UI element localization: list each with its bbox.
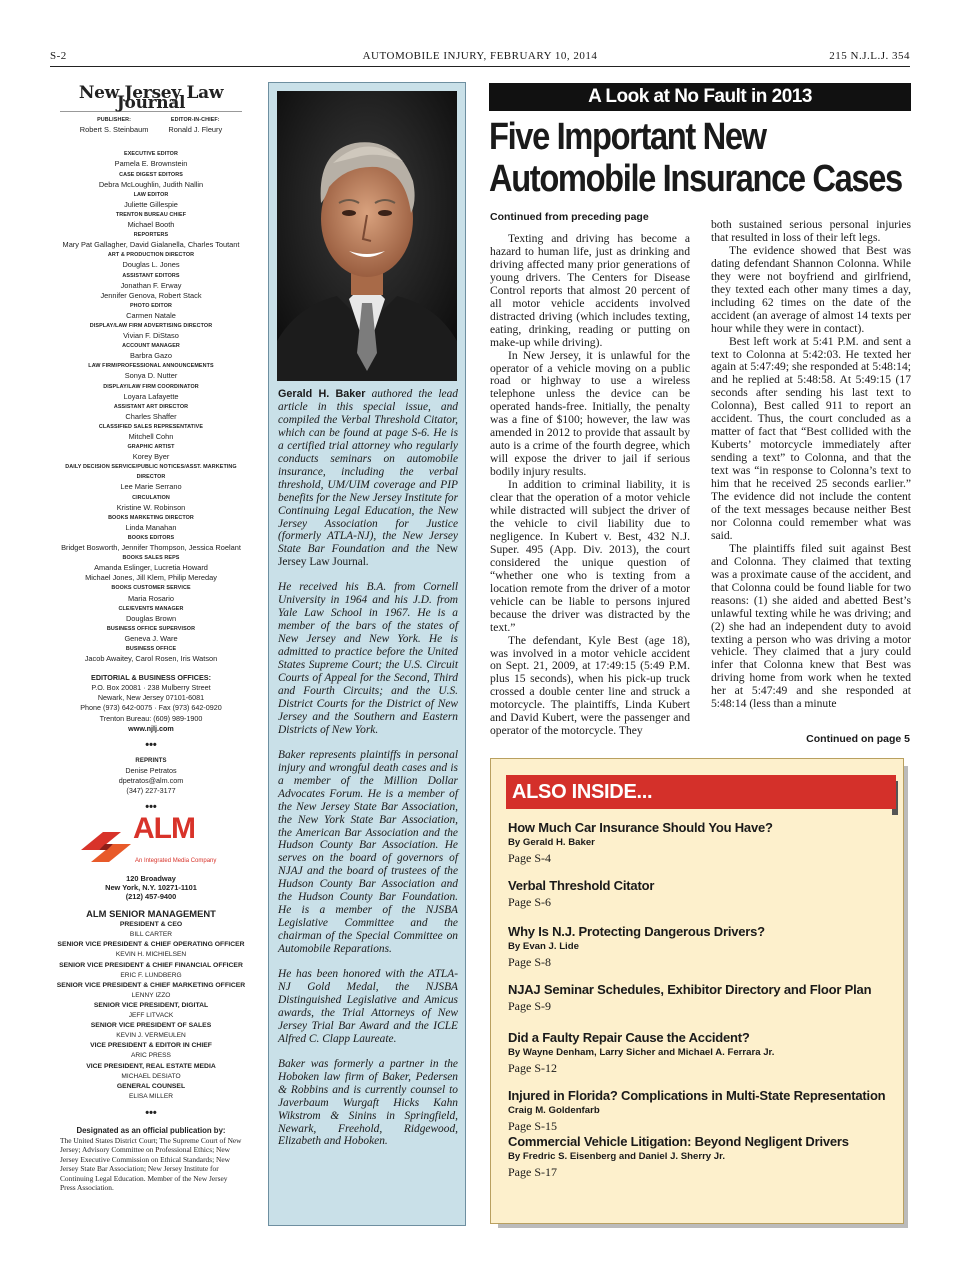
staff-role: DISPLAY/LAW FIRM COORDINATOR xyxy=(103,383,199,390)
staff-name: Michael Jones, Jill Klem, Philip Mereday xyxy=(85,573,217,583)
staff-role: CLE/EVENTS MANAGER xyxy=(118,605,184,612)
staff-role: LAW EDITOR xyxy=(133,191,169,198)
mgmt-name: ERIC F. LUNDBERG xyxy=(120,971,182,979)
separator-dots: ••• xyxy=(145,738,157,751)
separator-dots: ••• xyxy=(145,1106,157,1119)
staff-role: DAILY DECISION SERVICE/PUBLIC NOTICES/ASST. MARKETING DIRECTOR xyxy=(65,464,237,481)
also-inside-item-title[interactable]: Why Is N.J. Protecting Dangerous Drivers? xyxy=(508,924,765,939)
also-inside-item[interactable] xyxy=(508,1030,898,1076)
staff-name: Korey Byer xyxy=(132,452,170,462)
also-inside-item-title[interactable]: How Much Car Insurance Should You Have? xyxy=(508,820,773,835)
staff-name: Debra McLoughlin, Judith Nallin xyxy=(98,179,204,189)
page-number: S-2 xyxy=(50,50,67,62)
designation-text: The United States District Court; The Supreme Court of New Jersey; Advisory Committee on Professional Ethics; New Jersey Executive Commission on Ethical Standards; New Jersey State Bar Association; New Jersey Institute for Continuing Legal Education. Member of the New Jersey Press Association. xyxy=(60,1135,242,1193)
mgmt-role: VICE PRESIDENT & EDITOR IN CHIEF xyxy=(90,1042,212,1050)
staff-list xyxy=(56,149,246,664)
offices xyxy=(56,673,246,734)
bio-text-run: authored the lead article in this special issue, and compiled the Verbal Threshold Citator, which can be found at page S-6. He is a certified trial attorney who regularly conducts seminars on automobile insurance, including the verbal threshold, UM/UIM coverage and PIP benefits for the New Jersey Institute for Continuing Legal Education, the New Jersey Association for Justice (formerly ATLA-NJ), the New Jersey State Bar Foundation and the xyxy=(278,388,458,556)
also-inside-item[interactable] xyxy=(508,1134,898,1180)
alm-address-line: New York, N.Y. 10271-1101 xyxy=(105,883,197,893)
office-line: P.O. Box 20081 · 238 Mulberry Street xyxy=(91,683,211,693)
staff-role: ART & PRODUCTION DIRECTOR xyxy=(107,252,195,259)
staff-role: LAW FIRM/PROFESSIONAL ANNOUNCEMENTS xyxy=(88,363,214,370)
designation xyxy=(56,1126,246,1193)
reprints-email[interactable]: dpetratos@alm.com xyxy=(118,775,184,785)
staff-name: Sonya D. Nutter xyxy=(124,371,178,381)
also-inside-item-page: Page S-9 xyxy=(508,999,551,1013)
reprints-phone: (347) 227-3177 xyxy=(126,786,176,795)
also-inside-item-title[interactable]: NJAJ Seminar Schedules, Exhibitor Directory and Floor Plan xyxy=(508,982,872,997)
also-inside-item-page: Page S-15 xyxy=(508,1119,557,1133)
author-portrait-icon xyxy=(277,91,457,381)
mgmt-role: SENIOR VICE PRESIDENT, DIGITAL xyxy=(93,1001,209,1009)
bio-publication: New Jersey Law Journal xyxy=(278,543,458,569)
bio-paragraph: He received his B.A. from Cornell University in 1964 and his J.D. from Yale Law School in 1967. He is a member of the bars of the states of New Jersey and New York. He is admitted to practice before the United States Supreme Court; the U.S. Circuit Courts of Appeal for the Second, Third and Fourth Circuits; and the U.S. District Courts for the District of New Jersey and the Southern and Eastern Districts of New York. xyxy=(278,581,458,736)
article-paragraph: both sustained serious personal injuries that resulted in loss of their left legs. xyxy=(711,218,911,244)
page-header xyxy=(50,50,910,66)
separator-dots: ••• xyxy=(145,801,157,814)
office-line: Phone (973) 642-0075 · Fax (973) 642-0920 xyxy=(80,703,222,713)
article-paragraph: Texting and driving has become a hazard to human life, just as drinking and driving affected many prior generations of young drivers. The Centers for Disease Control reports that almost 20 percent of all motor vehicle accidents involved distracted driving (which includes texting, eating, drinking, reading or putting on make-up while driving). xyxy=(490,232,690,349)
also-inside-item[interactable] xyxy=(508,1088,898,1134)
staff-role: TRENTON BUREAU CHIEF xyxy=(115,211,187,218)
staff-name: Charles Shaffer xyxy=(125,411,177,421)
mgmt-role: SENIOR VICE PRESIDENT & CHIEF OPERATING OFFICER xyxy=(57,941,245,949)
staff-role: REPORTERS xyxy=(133,232,169,239)
also-inside-item-page: Page S-17 xyxy=(508,1165,557,1179)
staff-role: BUSINESS OFFICE xyxy=(125,645,177,652)
bio-paragraph: He has been honored with the ATLA-NJ Gold Medal, the NJSBA Distinguished Legislative and Amicus awards, the Trial Attorneys of New Jersey Trial Bar Award and the ICLE Alfred C. Clapp Laureate. xyxy=(278,968,458,1045)
staff-role: GRAPHIC ARTIST xyxy=(127,444,175,451)
also-inside-item-page: Page S-4 xyxy=(508,851,551,865)
mgmt-name: LENNY IZZO xyxy=(131,991,171,999)
also-inside-item-page: Page S-6 xyxy=(508,895,551,909)
staff-name: Bridget Bosworth, Jennifer Thompson, Jessica Roelant xyxy=(61,543,241,553)
staff-role: BOOKS EDITORS xyxy=(127,534,175,541)
also-inside-item-author: By Gerald H. Baker xyxy=(508,837,595,848)
also-inside-item[interactable] xyxy=(508,982,898,1014)
editor-label: EDITOR-IN-CHIEF: xyxy=(170,117,220,124)
staff-name: Jacob Awaitey, Carol Rosen, Iris Watson xyxy=(84,654,218,664)
also-inside-item-title[interactable]: Injured in Florida? Complications in Multi-State Representation xyxy=(508,1088,886,1103)
section-date: AUTOMOBILE INJURY, FEBRUARY 10, 2014 xyxy=(362,50,598,62)
article-column-2 xyxy=(711,219,911,711)
reprints-contact: Denise Petratos xyxy=(125,765,177,775)
staff-role: EXECUTIVE EDITOR xyxy=(124,151,178,158)
website-link[interactable]: www.njlj.com xyxy=(128,723,174,733)
staff-name: Michael Booth xyxy=(127,220,175,230)
staff-name: Maria Rosario xyxy=(127,593,174,603)
bio-text-run: . xyxy=(365,556,369,569)
article-paragraph: In addition to criminal liability, it is clear that the operation of a motor vehicle while distracted will subject the driver of the vehicle to civil liability due to negligence. In Kubert v. Best, 432 N.J. Super. 495 (App. Div. 2013), the court considered the unique question of “whether one who is texting from a location remote from the driver of a motor vehicle can be liable to persons injured because the driver was distracted by the text.” xyxy=(490,478,690,634)
staff-name: Kristine W. Robinson xyxy=(116,502,186,512)
staff-role: PHOTO EDITOR xyxy=(129,302,173,309)
author-photo xyxy=(277,91,457,381)
alm-address-line: 120 Broadway xyxy=(126,874,176,884)
office-line: Newark, New Jersey 07101-6081 xyxy=(97,693,205,703)
mgmt-role: SENIOR VICE PRESIDENT & CHIEF MARKETING OFFICER xyxy=(56,981,246,989)
alm-logo-icon xyxy=(81,828,135,868)
staff-name: Juliette Gillespie xyxy=(124,199,178,209)
mgmt-role: VICE PRESIDENT, REAL ESTATE MEDIA xyxy=(86,1062,216,1070)
also-inside-item-page: Page S-8 xyxy=(508,955,551,969)
publisher-name: Robert S. Steinbaum xyxy=(79,125,149,135)
article-headline: Five Important New Automobile Insurance Cases xyxy=(489,116,902,200)
staff-name: Douglas L. Jones xyxy=(122,260,180,270)
masthead xyxy=(56,82,246,1222)
mgmt-name: BILL CARTER xyxy=(129,931,173,939)
article-paragraph: The defendant, Kyle Best (age 18), was involved in a motor vehicle accident on Sept. 21, 2009, at 17:49:15 (5:49 P.M. plus 15 seconds), when his pick-up truck crossed a double center line and struck a motorcycle. The plaintiffs, Linda Kubert and David Kubert, were the passenger and operator of the motorcycle. They xyxy=(490,633,690,738)
masthead-publisher xyxy=(56,115,246,135)
also-inside-item-author: By Evan J. Lide xyxy=(508,941,579,952)
mgmt-list xyxy=(56,920,246,1102)
staff-role: CASE DIGEST EDITORS xyxy=(119,171,183,178)
staff-role: ACCOUNT MANAGER xyxy=(122,343,180,350)
also-inside-item[interactable] xyxy=(508,820,898,866)
mgmt-role: SENIOR VICE PRESIDENT & CHIEF FINANCIAL OFFICER xyxy=(59,961,243,969)
alm-tagline: An Integrated Media Company xyxy=(135,858,217,865)
alm-address-line: (212) 457-9400 xyxy=(125,892,177,902)
staff-name: Amanda Eslinger, Lucretia Howard xyxy=(94,563,208,573)
mgmt-name: ELISA MILLER xyxy=(129,1092,173,1100)
mgmt-role: GENERAL COUNSEL xyxy=(116,1082,186,1090)
also-inside-title: ALSO INSIDE... xyxy=(506,775,896,809)
staff-role: BOOKS MARKETING DIRECTOR xyxy=(108,514,194,521)
mgmt-name: ARIC PRESS xyxy=(131,1052,171,1060)
staff-role: ASSISTANT ART DIRECTOR xyxy=(113,403,189,410)
also-inside-item-page: Page S-12 xyxy=(508,1061,557,1075)
alm-address xyxy=(56,874,246,901)
office-line: Trenton Bureau: (609) 989-1900 xyxy=(99,713,203,723)
staff-name: Pamela E. Brownstein xyxy=(114,159,188,169)
staff-name: Jennifer Genova, Robert Stack xyxy=(100,290,202,300)
continued-from: Continued from preceding page xyxy=(490,211,649,223)
staff-role: BUSINESS OFFICE SUPERVISOR xyxy=(106,625,196,632)
staff-name: Vivian F. DiStaso xyxy=(123,331,179,341)
staff-name: Mary Pat Gallagher, David Gialanella, Charles Toutant xyxy=(62,240,240,250)
also-inside-item[interactable] xyxy=(508,924,898,970)
staff-role: BOOKS SALES REPS xyxy=(122,555,180,562)
section-banner: A Look at No Fault in 2013 xyxy=(489,83,911,111)
staff-name: Jonathan F. Erway xyxy=(120,280,182,290)
publisher-label: PUBLISHER: xyxy=(97,117,132,124)
bio-paragraph: Baker represents plaintiffs in personal injury and wrongful death cases and is a member of the Million Dollar Advocates Forum. He is a member of the New Jersey State Bar Association, the New York State Bar Association, the American Bar Association and the Hudson County Bar Association. He serves on the board of governors of NJAJ and the board of trustees of the Hudson County Bar Association and the Hudson County Bar Foundation. He is a member of the NJSBA Legislative Committee and the chairman of the Special Committee on Automobile Reparations. xyxy=(278,748,458,956)
staff-role: DISPLAY/LAW FIRM ADVERTISING DIRECTOR xyxy=(89,322,213,329)
mgmt-role: PRESIDENT & CEO xyxy=(119,921,183,929)
alm-wordmark: ALM xyxy=(133,812,195,846)
also-inside-item-author: By Wayne Denham, Larry Sicher and Michael A. Ferrara Jr. xyxy=(508,1047,775,1058)
article-paragraph: The evidence showed that Best was dating defendant Shannon Colonna. While they were not boyfriend and girlfriend, they texted each other many times a day, including 62 times on the date of the accident (an average of almost 14 texts per hour while they were in contact). xyxy=(711,243,911,335)
staff-name: Loyara Lafayette xyxy=(123,391,179,401)
mgmt-role: SENIOR VICE PRESIDENT OF SALES xyxy=(90,1022,212,1030)
header-rule xyxy=(50,66,910,67)
staff-name: Douglas Brown xyxy=(125,613,177,623)
author-bio-panel xyxy=(268,82,466,1226)
mgmt-title: ALM SENIOR MANAGEMENT xyxy=(86,908,216,920)
staff-name: Geneva J. Ware xyxy=(124,633,178,643)
also-inside-item-author: By Fredric S. Eisenberg and Daniel J. Sherry Jr. xyxy=(508,1151,726,1162)
masthead-title: New Jersey Law Journal xyxy=(60,88,242,112)
continued-on[interactable]: Continued on page 5 xyxy=(806,733,910,745)
staff-name: Barbra Gazo xyxy=(130,351,172,361)
article-paragraph: The plaintiffs filed suit against Best and Colonna. They claimed that texting was a proximate cause of the accident, and that Colonna could be found liable for two reasons: (1) she aided and abetted Best’s unlawful texting while he was driving; and (2) she had an independent duty to avoid texting a person who was driving a motor vehicle. They claimed that a jury could infer that Colonna knew that Best was driving home from work when he texted her at 5:47:49 and she responded at 5:48:14 (less than a minute xyxy=(711,541,911,711)
article-column-1 xyxy=(490,233,690,738)
also-inside-item-title[interactable]: Did a Faulty Repair Cause the Accident? xyxy=(508,1030,750,1045)
staff-role: CIRCULATION xyxy=(132,494,170,501)
bio-paragraph: Baker was formerly a partner in the Hoboken law firm of Baker, Pedersen & Robbins and is currently counsel to Javerbaum Wurgaft Hicks Kahn Wikstrom & Sinins in Springfield, Newark, Freehold, Ridgewood, Elizabeth and Hoboken. xyxy=(278,1057,458,1148)
staff-name: Linda Manahan xyxy=(125,522,177,532)
offices-title: EDITORIAL & BUSINESS OFFICES: xyxy=(91,673,211,683)
staff-role: CLASSIFIED SALES REPRESENTATIVE xyxy=(98,423,204,430)
mgmt-name: KEVIN J. VERMEULEN xyxy=(116,1032,186,1040)
mgmt-name: JEFF LITVACK xyxy=(128,1012,174,1020)
alm-logo xyxy=(81,812,221,870)
editor-name: Ronald J. Fleury xyxy=(168,125,223,135)
also-inside-item[interactable] xyxy=(508,878,898,910)
staff-name: Carmen Natale xyxy=(126,310,176,320)
staff-name: Mitchell Cohn xyxy=(128,432,174,441)
staff-role: BOOKS CUSTOMER SERVICE xyxy=(111,585,191,592)
designation-title: Designated as an official publication by: xyxy=(76,1125,226,1135)
article-paragraph: In New Jersey, it is unlawful for the operator of a vehicle moving on a public road or highway to use a wireless telephone unless the device can be operated hands-free. Initially, the penalty was a fine of $100; however, the law was amended in 2012 to provide that assault by auto is a crime of the fourth degree, which will expose the driver to jail if serious bodily injury results. xyxy=(490,348,690,479)
mgmt-name: KEVIN H. MICHIELSEN xyxy=(115,951,187,959)
reprints-title: REPRINTS xyxy=(135,757,167,764)
author-name: Gerald H. Baker xyxy=(278,388,366,400)
bio-text xyxy=(278,388,458,1160)
also-inside-item-title[interactable]: Commercial Vehicle Litigation: Beyond Negligent Drivers xyxy=(508,1134,849,1149)
citation: 215 N.J.L.J. 354 xyxy=(829,50,910,62)
staff-role: ASSISTANT EDITORS xyxy=(122,272,180,279)
also-inside-item-author: Craig M. Goldenfarb xyxy=(508,1105,600,1116)
article-paragraph: Best left work at 5:41 P.M. and sent a text to Colonna at 5:42:03. He texted her again at 5:47:49; she responded at 5:48:14; and he replied at 5:48:58. At 5:49:15 (17 seconds after sending his last text to Colonna), Best called 911 to report an accident. Thus, the court concluded as a matter of fact that “Best collided with the Kuberts’ motorcycle immediately after sending a text” to Colonna, and that the text was “in response to Colonna’s text to him that he received 25 seconds earlier.” The evidence did not include the content of the text messages because neither Best nor Colonna could remember what was said. xyxy=(711,334,911,542)
bio-paragraph xyxy=(278,388,458,569)
also-inside-item-title[interactable]: Verbal Threshold Citator xyxy=(508,878,655,893)
staff-name: Lee Marie Serrano xyxy=(120,482,182,492)
mgmt-name: MICHAEL DESIATO xyxy=(121,1072,181,1080)
